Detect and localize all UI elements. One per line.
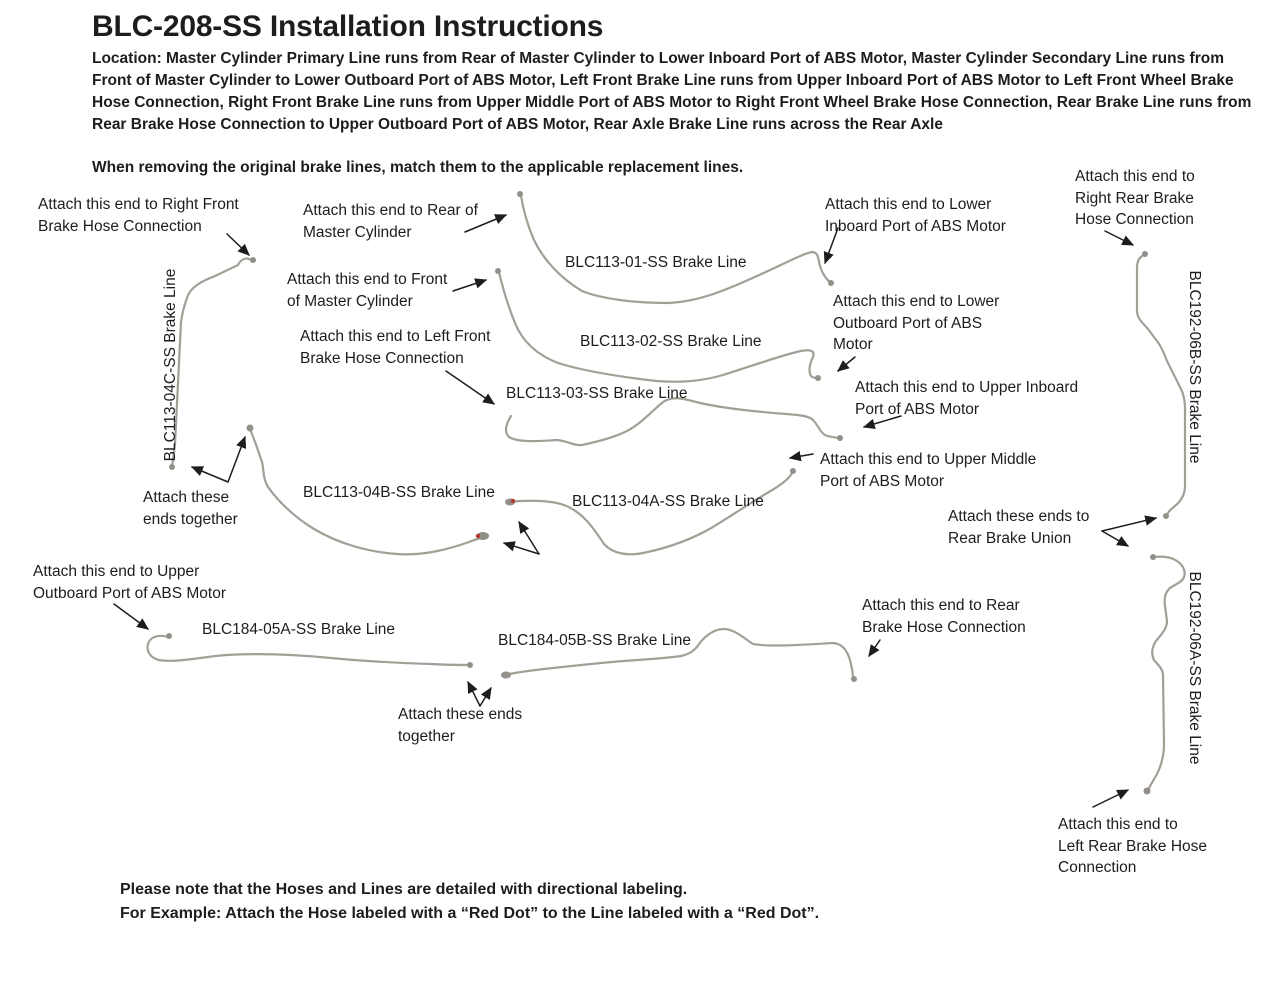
- callout-upper-middle-port: Attach this end to Upper Middle Port of ABS Motor: [820, 451, 1037, 490]
- callout-right-rear-brake-hose: Attach this end to Right Rear Brake Hose Connection: [1075, 168, 1195, 228]
- fitting: [250, 257, 256, 263]
- removal-note: When removing the original brake lines, match them to the applicable replacement lines.: [92, 159, 744, 176]
- footer-note-line-1: Please note that the Hoses and Lines are detailed with directional labeling.: [120, 881, 688, 898]
- brake-line-blc113-04a: [508, 473, 792, 554]
- arrow-left-rear-hose: [1093, 790, 1128, 807]
- fitting: [1144, 788, 1151, 795]
- fitting: [851, 676, 857, 682]
- callout-ends-together-left: Attach these ends together: [143, 489, 238, 528]
- brake-line-blc192-06b: [1137, 255, 1185, 515]
- location-line-3: Hose Connection, Right Front Brake Line runs from Upper Middle Port of ABS Motor to Right Front Wheel Brake Hose Connection, Rear Brake Line runs from: [92, 94, 1252, 111]
- part-label-blc192-06b: BLC192-06B-SS Brake Line: [1186, 270, 1203, 464]
- arrow-upper-outboard: [114, 604, 148, 629]
- part-label-blc113-03: BLC113-03-SS Brake Line: [506, 385, 688, 402]
- part-label-blc113-02: BLC113-02-SS Brake Line: [580, 333, 762, 350]
- fitting: [828, 280, 834, 286]
- footer-note: [120, 878, 819, 926]
- footer-note-line-2: For Example: Attach the Hose labeled with a “Red Dot” to the Line labeled with a “Red Dot”.: [120, 905, 820, 922]
- arrow-front-master-cylinder: [453, 280, 486, 291]
- part-label-blc113-01: BLC113-01-SS Brake Line: [565, 254, 747, 271]
- location-line-4: Rear Brake Hose Connection to Upper Outboard Port of ABS Motor, Rear Axle Brake Line runs across the Rear Axle: [92, 116, 943, 133]
- callout-front-of-master-cylinder: Attach this end to Front of Master Cylinder: [287, 271, 448, 310]
- arrow-rear-brake-hose: [869, 640, 880, 656]
- callout-upper-outboard-port: Attach this end to Upper Outboard Port of ABS Motor: [33, 563, 226, 602]
- location-line-1: Location: Master Cylinder Primary Line runs from Rear of Master Cylinder to Lower Inboard Port of ABS Motor, Master Cylinder Secondary Line runs from: [92, 50, 1224, 67]
- page-title: BLC-208-SS Installation Instructions: [92, 10, 604, 43]
- part-label-blc184-05b: BLC184-05B-SS Brake Line: [498, 632, 692, 649]
- arrow-upper-middle: [790, 454, 813, 458]
- location-line-2: Front of Master Cylinder to Lower Outboard Port of ABS Motor, Left Front Brake Line runs from Upper Inboard Port of ABS Motor to Left Front Wheel Brake: [92, 72, 1234, 89]
- location-paragraph: [92, 48, 1251, 136]
- part-label-blc113-04b: BLC113-04B-SS Brake Line: [303, 484, 495, 501]
- arrow-right-rear-hose: [1105, 231, 1133, 245]
- fitting: [247, 425, 254, 432]
- callout-rear-brake-union: Attach these ends to Rear Brake Union: [948, 508, 1090, 547]
- callout-lower-inboard-port: Attach this end to Lower Inboard Port of ABS Motor: [825, 196, 1006, 235]
- fitting: [1142, 251, 1148, 257]
- callout-rear-brake-hose: Attach this end to Rear Brake Hose Connection: [862, 597, 1026, 636]
- callout-rear-of-master-cylinder: Attach this end to Rear of Master Cylinder: [303, 202, 478, 241]
- brake-line-blc184-05a: [148, 636, 469, 665]
- fitting: [495, 268, 501, 274]
- part-label-blc113-04c: BLC113-04C-SS Brake Line: [162, 268, 179, 462]
- arrow-right-front-hose: [227, 234, 249, 255]
- arrow-ends-together-left-b: [228, 437, 245, 482]
- fitting: [1150, 554, 1156, 560]
- part-label-blc192-06a: BLC192-06A-SS Brake Line: [1186, 571, 1203, 765]
- brake-line-blc113-04c: [172, 258, 252, 466]
- callout-upper-inboard-port: Attach this end to Upper Inboard Port of ABS Motor: [855, 379, 1079, 418]
- callout-ends-together-bottom: Attach these ends together: [398, 706, 523, 745]
- callout-left-front-brake-hose: Attach this end to Left Front Brake Hose Connection: [300, 328, 491, 367]
- callout-right-front-brake-hose: Attach this end to Right Front Brake Hose Connection: [38, 196, 239, 235]
- brake-line-blc113-03: [506, 398, 838, 445]
- arrow-lower-outboard: [838, 357, 855, 371]
- part-label-blc184-05a: BLC184-05A-SS Brake Line: [202, 621, 396, 638]
- fitting: [501, 672, 511, 679]
- arrow-ends-together-bottom-a: [468, 682, 480, 706]
- brake-line-blc113-02: [499, 272, 817, 382]
- fitting: [1163, 513, 1169, 519]
- arrow-left-front-hose: [446, 371, 494, 404]
- arrow-rear-union-a: [1102, 518, 1156, 531]
- callout-lower-outboard-port: Attach this end to Lower Outboard Port of ABS Motor: [833, 293, 1000, 353]
- fitting: [517, 191, 523, 197]
- fitting: [166, 633, 172, 639]
- part-label-blc113-04a: BLC113-04A-SS Brake Line: [572, 493, 764, 510]
- brake-line-blc192-06a: [1148, 557, 1185, 790]
- fitting: [169, 464, 175, 470]
- callout-left-rear-brake-hose: Attach this end to Left Rear Brake Hose Connection: [1058, 816, 1208, 876]
- red-dot: [476, 534, 480, 538]
- fitting: [815, 375, 821, 381]
- arrow-ends-together-left-a: [192, 467, 228, 482]
- fitting: [467, 662, 473, 668]
- red-dot: [511, 499, 515, 503]
- fitting: [790, 468, 796, 474]
- arrow-rear-union-b: [1102, 531, 1128, 546]
- fitting: [837, 435, 843, 441]
- brake-line-blc113-01: [521, 196, 830, 303]
